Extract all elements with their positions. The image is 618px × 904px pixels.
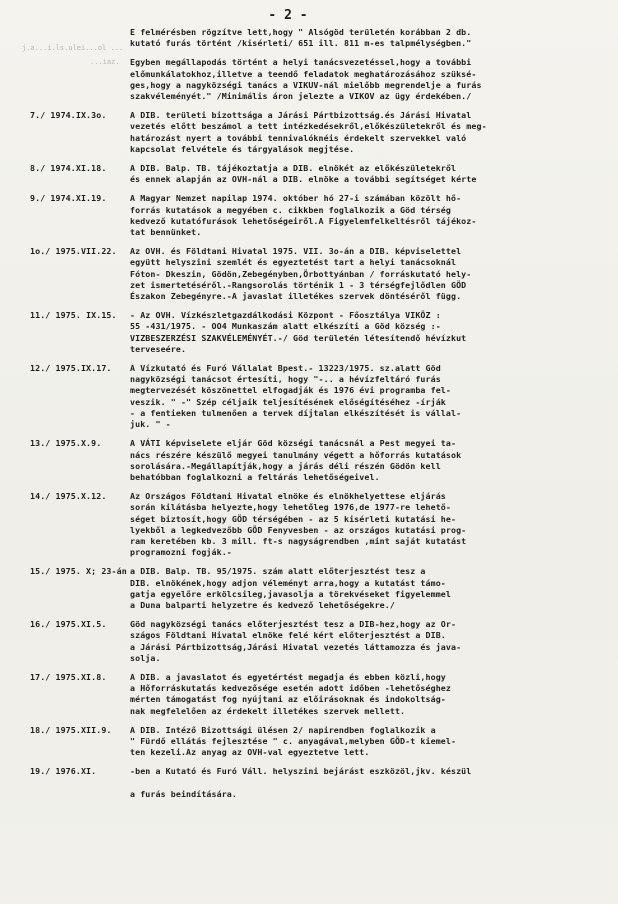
page-number: - 2 - (268, 8, 308, 23)
entry-text: A DIB. területi bizottsága a Járási Pártbizottság.és Járási Hivatal vezetés előtt beszámol a tett intézkedésekről,előkészületekről és meg- határozást nyert a további tennivalóknéis érdekelt szervekkel való kapcsolat felvétele és tárgyalások megjtése. (130, 110, 487, 154)
entry-text: A VÁTI képviselete eljár Göd községi tanácsnál a Pest megyei ta- nács részére készülő megyei tanulmány végett a hőforrás kutatások sorolására.-Megállapítják,hogy a járás déli részén Gödön kell behatóbban foglalkozni a feltárás lehetőségeivel. (130, 438, 462, 482)
entry-8 (30, 163, 592, 185)
entry-date-label: 7./ 1974.IX.3o. (30, 110, 107, 121)
entry-19 (30, 766, 592, 800)
entry-date-label: 19./ 1976.XI. (30, 766, 97, 777)
entry-9 (30, 193, 592, 238)
entry-text: A DIB. Balp. TB. tájékoztatja a DIB. elnökét az előkészületekről és ennek alapján az OVH-nál a DIB. elnöke a további segítséget kérte (130, 163, 477, 185)
entry-text: A Vízkutató és Furó Vállalat Bpest.- 13223/1975. sz.alatt Göd nagyközségi tanácsot értesíti, hogy "-.. a hévízfeltáró furás megtervezését köszönettel elfogadják és 1976 évi programba fel- veszik. " -" Szép céljaik teljesítésének előségítéséhez -írják - a fentieken tulmenően a tervek díjtalan elkészítését is vállal- juk. " - (130, 363, 462, 430)
entry-12 (30, 363, 592, 430)
intro-paragraph: E felmérésben rögzítve lett,hogy " Alsógöd területén korábban 2 db. kutató furás történt /kisérleti/ 651 ill. 811 m-es talpmélységben." (130, 27, 472, 49)
entry-10 (30, 246, 592, 302)
entry-text: -ben a Kutató és Furó Váll. helyszini bejárást eszközöl,jkv. készül a furás beindítására. (130, 766, 472, 799)
entry-date-label: 12./ 1975.IX.17. (30, 363, 112, 374)
entry-date-label: 14./ 1975.X.12. (30, 491, 107, 502)
entry-date-label: 11./ 1975. IX.15. (30, 310, 117, 321)
intro-paragraph: Egyben megállapodás történt a helyi tanácsvezetéssel,hogy a további előmunkálatokhoz,illetve a teendő feladatok meghatározásához szüksé- ges,hogy a nagyközségi tanács a VIKUV-nál mielőbb megrendelje a furás szakvéleményét." /Minimális áron jelezte a VIKOV az ügy érdekében./ (130, 57, 482, 102)
entry-text: Az OVH. és Földtani Hivatal 1975. VII. 3o-án a DIB. képviselettel együtt helyszini szemlét és egyeztetést tart a helyi tanácsoknál Fóton- Dkeszin, Gödön,Zebegényben,Örbottyánban / forráskutató hely- zet ismertetéséről.-Rangsorolás történik 1 - 3 térségfejlődlen GÖD Északon Zebegényre.-A javaslat illetékes szervek döntéséről függ. (130, 246, 472, 302)
entry-date-label: 13./ 1975.X.9. (30, 438, 102, 449)
entry-text: A DIB. Intéző Bizottsági ülésen 2/ napirendben foglalkozik a " Fürdő ellátás fejlesztése " c. anyagával,melyben GÖD-t kiemel- ten kezeli.Az anyag az OVH-val egyeztetve lett. (130, 724, 457, 758)
entry-18 (30, 725, 592, 759)
entry-date-label: 16./ 1975.XI.5. (30, 619, 107, 630)
entry-text: a DIB. Balp. TB. 95/1975. szám alatt előterjesztést tesz a DIB. elnökének,hogy adjon véleményt arra,hogy a kutatást támo- gatja egyelőre erkölcsileg,javasolja a törekvéseket figyelemmel a Duna balparti helyzetre és kedvező lehetőségekre./ (130, 566, 451, 610)
entry-date-label: 15./ 1975. X; 23-án (30, 566, 127, 577)
entry-date-label: 17./ 1975.XI.8. (30, 671, 107, 682)
entry-date-label: 18./ 1975.XII.9. (30, 724, 112, 735)
entry-text: Az Országos Földtani Hivatal elnöke és elnökhelyettese eljárás során kilátásba helyezte,hogy lehetőleg 1976,de 1977-re lehető- séget biztosít,hogy GÖD térségében - az 5 kisérleti kutatási he- lyekből a legkedvezőbb GÖD Fenyvesben - az országos kutatási prog- ram keretében kb. 3 mill. ft-s nagyságrendben ,mint saját kutatást programozni fogják.- (130, 491, 467, 558)
entry-text: Göd nagyközségi tanács előterjesztést tesz a DIB-hez,hogy az Or- szágos Földtani Hivatal elnöke felé kért előterjesztést a DIB. a Járási Pártbizottság,Járási Hivatal vezetés láttamozza és java- solja. (130, 619, 462, 663)
document-body (30, 27, 592, 808)
entry-date-label: 9./ 1974.XI.19. (30, 193, 107, 204)
entry-17 (30, 672, 592, 717)
margin-ghost-text: j.a...i.ls.ulei...ol ... (22, 44, 124, 52)
entry-11 (30, 310, 592, 355)
entry-15 (30, 566, 592, 611)
entry-13 (30, 438, 592, 483)
entry-7 (30, 110, 592, 155)
entry-text: A DIB. a javaslatot és egyetértést megadja és ebben közli,hogy a Hőforráskutatás kedvezősége esetén adott időben -lehetőséghez mérten támogatást fog nyújtani az előirásoknak és indokoltság- nak megfelelően az érdekelt illetékes szervek mellett. (130, 671, 451, 716)
entry-date-label: 8./ 1974.XI.18. (30, 163, 107, 174)
entry-text: - Az OVH. Vízkészletgazdálkodási Központ - Főosztálya VIKÖZ : 55 -431/1975. - OO4 Munkaszám alatt elkészíti a Göd község :- VIZBESZERZÉSI SZAKVÉLEMÉNYÉT.-/ Göd területén létesítendő hévízkut terveseére. (130, 310, 467, 354)
entry-14 (30, 491, 592, 558)
entry-date-label: 1o./ 1975.VII.22. (30, 246, 117, 257)
entry-text: A Magyar Nemzet napilap 1974. október hó 27-i számában közölt hő- forrás kutatások a megyében c. cikkben foglalkozik a Göd térség kedvező kutatófurások lehetőségeiről.A Figyelemfelkeltésről tájékoz- tat bennünket. (130, 193, 477, 238)
margin-ghost-text: ...iaz. (90, 58, 120, 66)
entry-16 (30, 619, 592, 664)
